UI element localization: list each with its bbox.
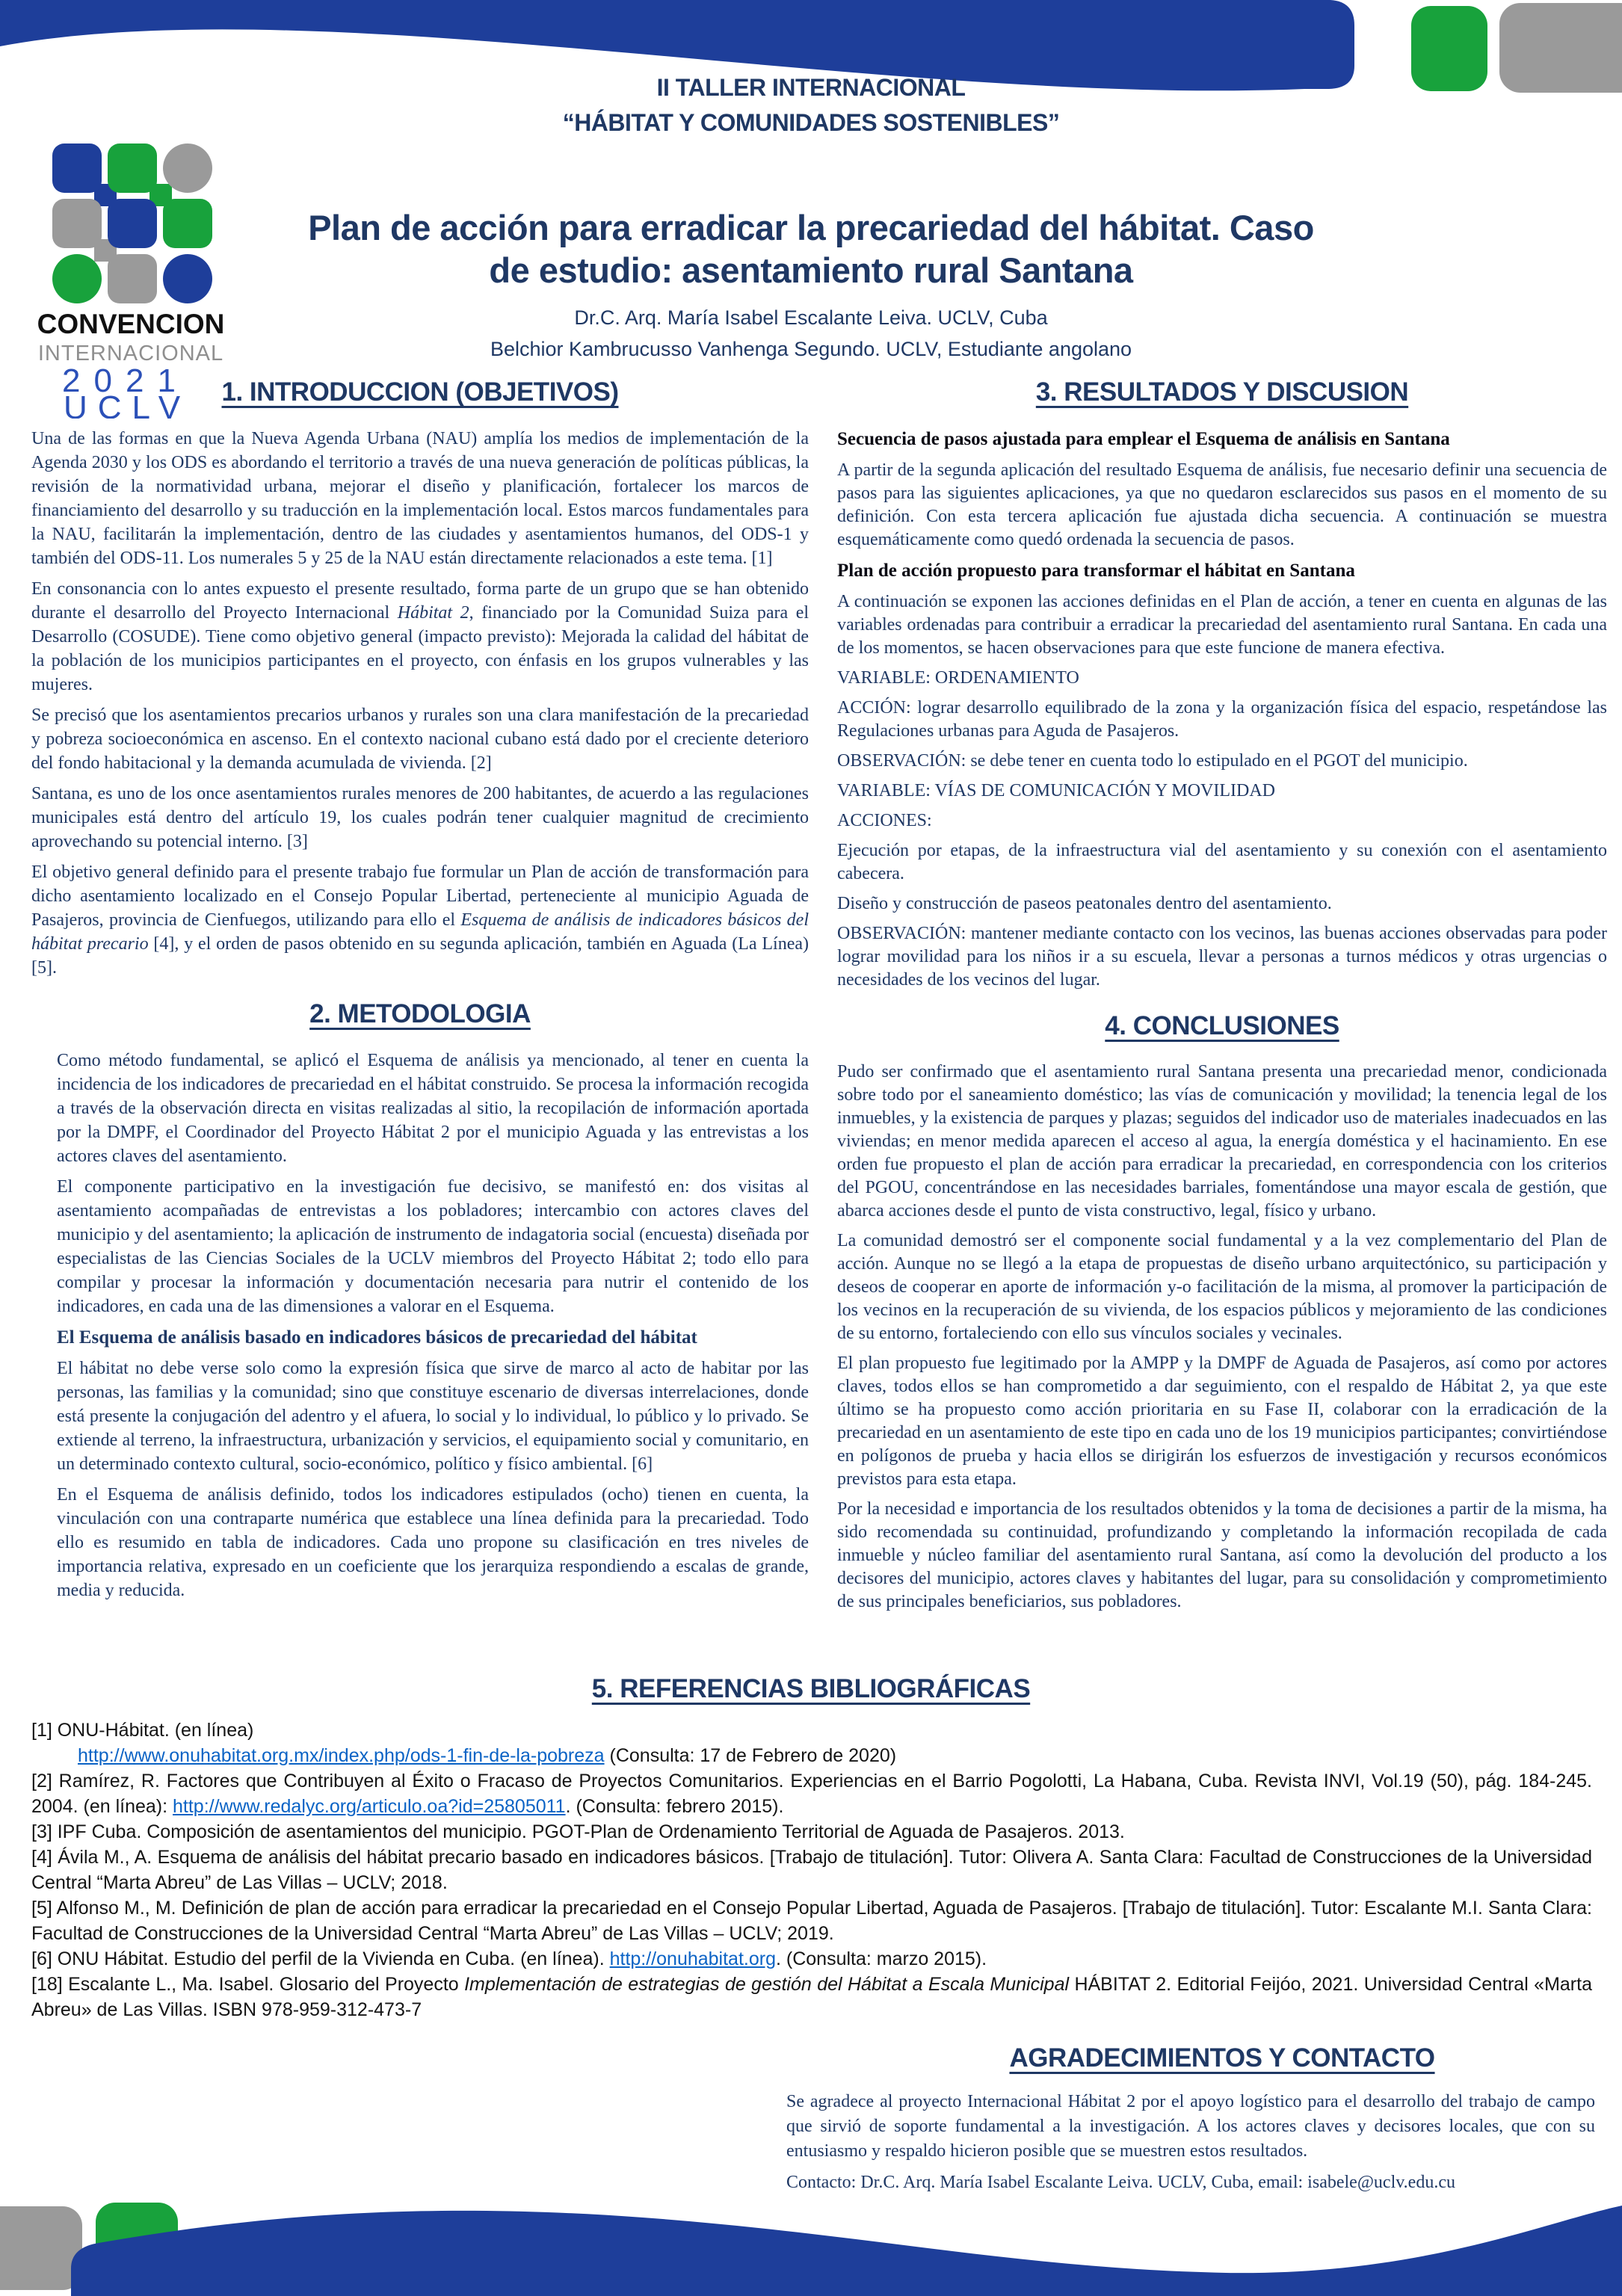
bottom-wave-shape — [71, 2206, 1622, 2296]
metodologia-body — [31, 1049, 809, 1602]
reference-item: [1] ONU-Hábitat. (en línea) — [31, 1720, 254, 1741]
logo-text-uclv: UCLV — [63, 389, 191, 419]
conclusiones-paragraph: El plan propuesto fue legitimado por la AMPP y la DMPF de Aguada de Pasajeros, así como por actores claves, todos ellos se han comprometido a dar seguimiento, con el respaldo de Hábitat 2, ya que este último se ha propuesto como acción prioritaria en su Fase II, colaborar con la erradicación de la precariedad en un asentamiento de este tipo en cada uno de los 19 municipios participantes; convirtiéndose en polígonos de prueba y hacia ellos se dirigirán los esfuerzos de investigación y recursos económicos previstos para esta etapa. — [837, 1354, 1607, 1489]
reference-link[interactable]: http://onuhabitat.org — [609, 1948, 776, 1969]
contact-line: Contacto: Dr.C. Arq. María Isabel Escalante Leiva. UCLV, Cuba, email: isabele@uclv.edu.cu — [786, 2173, 1455, 2192]
event-title-line2: “HÁBITAT Y COMUNIDADES SOSTENIBLES” — [562, 109, 1060, 136]
poster-title-line2: de estudio: asentamiento rural Santana — [489, 250, 1133, 290]
poster-title-line1: Plan de acción para erradicar la precariedad del hábitat. Caso — [308, 208, 1314, 247]
intro-paragraph: En consonancia con lo antes expuesto el presente resultado, forma parte de un grupo que se han obtenido durante el desarrollo del Proyecto Internacional Hábitat 2, financiado por la Comunidad Suiza para el Desarrollo (COSUDE). Tiene como objetivo general (impacto previsto): Mejorada la calidad del hábitat de la población de los municipios participantes en el proyecto, con énfasis en los grupos vulnerables y las mujeres. — [31, 579, 810, 694]
conclusiones-paragraph: Pudo ser confirmado que el asentamiento rural Santana presenta una precariedad menor, condicionada sobre todo por el saneamiento doméstico; las vías de comunicación y movilidad; la tenencia legal de los inmuebles, y la existencia de parques y plazas; seguidos del indicador uso de materiales inadecuados en las viviendas; en menor medida aparecen el acceso al agua, la energía doméstica y el hacinamiento. En ese orden fue propuesto el plan de acción para erradicar la precariedad, en correspondencia con los criterios del PGOU, concentrándose en las necesidades barriales, fomentándose una mayor escala de gestión, que abarca acciones desde el punto de vista constructivo, legal, físico y urbano. — [837, 1062, 1607, 1220]
logo-tile — [163, 144, 212, 193]
metodologia-paragraph: En el Esquema de análisis definido, todos los indicadores estipulados (ocho) tienen en cuenta, la vinculación con una contraparte numérica que establece una línea definida para la precariedad. Todo ello es resumido en tabla de indicadores. Cada uno propone su clasificación en tres niveles de importancia relativa, expresado en un coeficiente que los jerarquiza respondiendo a escalas de grande, media y reducida. — [57, 1485, 809, 1600]
intro-paragraph: Se precisó que los asentamientos precarios urbanos y rurales son una clara manifestación de la precariedad y pobreza socioeconómica en ascenso. En el contexto nacional cubano está dado por el creciente deterioro del fondo habitacional y la demanda acumulada de vivienda. [2] — [31, 706, 809, 773]
conclusiones-paragraph: Por la necesidad e importancia de los resultados obtenidos y la toma de decisiones a partir de la misma, ha sido recomendada su continuidad, profundizando y completando la información recopilada de cada inmueble y núcleo familiar del asentamiento rural Santana, así como la devolución del producto a los decisores del municipio, actores claves y habitantes del lugar, para su consolidación y comprometimiento de sus principales beneficiarios, sus pobladores. — [837, 1499, 1607, 1611]
resultados-variable-line: VARIABLE: VÍAS DE COMUNICACIÓN Y MOVILIDAD — [837, 781, 1275, 800]
reference-item: [5] Alfonso M., M. Definición de plan de acción para erradicar la precariedad en el Consejo Popular Libertad, Aguada de Pasajeros. [Trabajo de titulación]. Tutor: Escalante M.I. Santa Clara: Facultad de Construcciones de la Universidad Central “Marta Abreu” de Las Villas – UCLV; 2019. — [31, 1898, 1592, 1944]
intro-paragraph: Una de las formas en que la Nueva Agenda Urbana (NAU) amplía los medios de implementación de la Agenda 2030 y los ODS es abordando el territorio a través de una nueva generación de políticas públicas, la revisión de la normatividad urbana, mejorar el diseño y planificación, fortalecer los marcos de financiamiento del desarrollo y su traducción en la implementación local. Estos marcos fundamentales para la NAU, facilitarán la implementación, dentro de las ciudades y asentamientos humanos, del ODS-1 y también del ODS-11. Los numerales 5 y 25 de la NAU están directamente relacionados a este tema. [1] — [31, 429, 809, 568]
section-heading-referencias-wrap — [0, 1674, 1622, 1723]
bottom-decoration — [0, 2195, 1622, 2296]
reference-link[interactable]: http://www.redalyc.org/articulo.oa?id=25805011 — [173, 1796, 566, 1817]
section-heading-referencias: 5. REFERENCIAS BIBLIOGRÁFICAS — [591, 1674, 1031, 1703]
resultados-accion-item: Diseño y construcción de paseos peatonales dentro del asentamiento. — [837, 894, 1332, 913]
reference-item: [18] Escalante L., Ma. Isabel. Glosario del Proyecto Implementación de estrategias de gestión del Hábitat a Escala Municipal HÁBITAT 2. Editorial Feijóo, 2021. Universidad Central «Marta Abreu» de Las Villas. ISBN 978-959-312-473-7 — [31, 1974, 1592, 2020]
section-heading-introduccion: 1. INTRODUCCION (OBJETIVOS) — [221, 377, 619, 407]
resultados-variable-line: VARIABLE: ORDENAMIENTO — [837, 668, 1079, 688]
resultados-acciones-label: ACCIONES: — [837, 811, 932, 830]
resultados-observacion-line: OBSERVACIÓN: mantener mediante contacto con los vecinos, las buenas acciones observadas para poder lograr movilidad para los niños ir a su escuela, llevar a personas a turnos médicos y otras urgencias o necesidades de los vecinos del lugar. — [837, 924, 1607, 990]
reference-link[interactable]: http://www.onuhabitat.org.mx/index.php/ods-1-fin-de-la-pobreza — [78, 1745, 605, 1766]
metodologia-paragraph: El componente participativo en la investigación fue decisivo, se manifestó en: dos visitas al asentamiento acompañadas de entrevistas a los pobladores; intercambio con actores claves del municipio y del asentamiento; la aplicación de instrumento de indagatoria social (encuesta) diseñada por especialistas de las Ciencias Sociales de la UCLV miembros del Proyecto Hábitat 2; todo ello para compilar y procesar la información y documentación necesaria para nutrir el contenido de los indicadores, en cada una de las dimensiones a valorar en el Esquema. — [57, 1177, 809, 1316]
logo-tile — [52, 144, 102, 193]
resultados-subheading-2: Plan de acción propuesto para transformar el hábitat en Santana — [837, 561, 1355, 581]
section-heading-resultados: 3. RESULTADOS Y DISCUSION — [1035, 377, 1409, 407]
references-list — [31, 1718, 1592, 2022]
metodologia-paragraph: El hábitat no debe verse solo como la expresión física que sirve de marco al acto de habitar por las personas, las familias y la comunidad; sino que constituye escenario de diversas interrelaciones, donde está presente la conjugación del adentro y el afuera, lo social y lo individual, lo público y lo privado. Se extiende al terreno, la infraestructura, urbanización y servicios, el equipamiento social y comunitario, en un determinado contexto cultural, socio-económico, político y físico ambiental. [6] — [57, 1359, 809, 1474]
section-heading-metodologia: 2. METODOLOGIA — [309, 999, 531, 1028]
right-column — [837, 377, 1607, 1620]
section-heading-agradecimientos: AGRADECIMIENTOS Y CONTACTO — [1009, 2043, 1435, 2073]
conclusiones-paragraph: La comunidad demostró ser el componente social fundamental y a la vez complementario del Plan de acción. Aunque no se llegó a la etapa de propuestas de diseño urbano arquitectónico, su participación y deseos de cooperar en aporte de información y-o facilitación de la misma, al promover la participación de los vecinos en la recuperación de su vivienda, de los espacios públicos y mejoramiento de las condiciones de su entorno, fortaleciendo con ello sus vínculos sociales y vecinales. — [837, 1231, 1607, 1343]
resultados-observacion-line: OBSERVACIÓN: se debe tener en cuenta todo lo estipulado en el PGOT del municipio. — [837, 751, 1468, 771]
event-header — [0, 70, 1622, 141]
resultados-accion-line: ACCIÓN: lograr desarrollo equilibrado de la zona y la organización física del espacio, respetándose las Regulaciones urbanas para Aguda de Pasajeros. — [837, 698, 1607, 741]
resultados-paragraph: A continuación se exponen las acciones definidas en el Plan de acción, a tener en cuenta en algunas de las variables ordenadas para contribuir a erradicar la precariedad del asentamiento rural Santana. En cada una de los momentos, se hacen observaciones para que este funcione de manera efectiva. — [837, 592, 1607, 658]
metodologia-paragraph: Como método fundamental, se aplicó el Esquema de análisis ya mencionado, al tener en cuenta la incidencia de los indicadores de precariedad en el hábitat construido. Se procesa la información recogida a través de la observación directa en visitas realizadas al sitio, la recopilación de información aportada por la DMPF, el Coordinador del Proyecto Hábitat 2 por el municipio Aguada y las entrevistas a los actores claves del asentamiento. — [57, 1051, 809, 1166]
left-column — [31, 377, 809, 1609]
logo-text-convencion: CONVENCION — [37, 309, 224, 339]
author-2: Belchior Kambrucusso Vanhenga Segundo. UCLV, Estudiante angolano — [490, 338, 1132, 360]
section-heading-agradecimientos-wrap — [837, 2043, 1607, 2073]
agradecimientos-body — [786, 2090, 1595, 2202]
author-1: Dr.C. Arq. María Isabel Escalante Leiva. UCLV, Cuba — [574, 306, 1048, 329]
logo-text-2021: 2021 — [62, 362, 189, 399]
section-heading-conclusiones: 4. CONCLUSIONES — [1105, 1011, 1339, 1040]
reference-item: [2] Ramírez, R. Factores que Contribuyen al Éxito o Fracaso de Proyectos Comunitarios. Experiencias en el Barrio Pogolotti, La Habana, Cuba. Revista INVI, Vol.19 (50), pág. 184-245. 2004. (en línea): http://www.redalyc.org/articulo.oa?id=25805011. (Consulta: febrero 2015). — [31, 1771, 1592, 1817]
logo-tile — [108, 144, 157, 193]
authors-block — [0, 302, 1622, 365]
resultados-subheading-1: Secuencia de pasos ajustada para emplear el Esquema de análisis en Santana — [837, 429, 1450, 449]
reference-item: [4] Ávila M., A. Esquema de análisis del hábitat precario basado en indicadores básicos. [Trabajo de titulación]. Tutor: Olivera A. Santa Clara: Facultad de Construcciones de la Universidad Central “Marta Abreu” de Las Villas – UCLV; 2018. — [31, 1847, 1592, 1893]
agradecimientos-paragraph: Se agradece al proyecto Internacional Hábitat 2 por el apoyo logístico para el desarrollo del trabajo de campo que sirvió de soporte fundamental a la investigación. A los actores claves y decisores locales, que con su entusiasmo y respaldo hicieron posible que se muestren estos resultados. — [786, 2092, 1595, 2161]
event-title-line1: II TALLER INTERNACIONAL — [656, 74, 966, 101]
bottom-corner-tab-gray — [0, 2206, 82, 2290]
poster-title — [0, 206, 1622, 291]
reference-item: [6] ONU Hábitat. Estudio del perfil de la Vivienda en Cuba. (en línea). http://onuhabitat.org. (Consulta: marzo 2015). — [31, 1948, 987, 1969]
reference-item: [3] IPF Cuba. Composición de asentamientos del municipio. PGOT-Plan de Ordenamiento Territorial de Aguada de Pasajeros. 2013. — [31, 1821, 1125, 1842]
intro-paragraph: El objetivo general definido para el presente trabajo fue formular un Plan de acción de transformación para dicho asentamiento localizado en el Consejo Popular Libertad, perteneciente al municipio Aguada de Pasajeros, provincia de Cienfuegos, utilizando para ello el Esquema de análisis de indicadores básicos del hábitat precario [4], y el orden de pasos obtenido en su segunda aplicación, también en Aguada (La Línea) [5]. — [31, 862, 810, 978]
resultados-accion-item: Ejecución por etapas, de la infraestructura vial del asentamiento y su conexión con el asentamiento cabecera. — [837, 841, 1607, 883]
intro-paragraph: Santana, es uno de los once asentamientos rurales menores de 200 habitantes, de acuerdo a las regulaciones municipales está dentro del artículo 19, los cuales podrán tener cualquier magnitud de crecimiento aprovechando su potencial interno. [3] — [31, 784, 809, 851]
metodologia-subheading: El Esquema de análisis basado en indicadores básicos de precariedad del hábitat — [57, 1327, 697, 1348]
resultados-paragraph: A partir de la segunda aplicación del resultado Esquema de análisis, fue necesario definir una secuencia de pasos para las siguientes aplicaciones, ya que no quedaron esclarecidos sus pasos en el momento de su definición. Con esta tercera aplicación fue ajustada dicha secuencia. A continuación se muestra esquemáticamente como quedó ordenada la secuencia de pasos. — [837, 460, 1607, 549]
reference-item: http://www.onuhabitat.org.mx/index.php/ods-1-fin-de-la-pobreza (Consulta: 17 de Febrero de 2020) — [78, 1745, 897, 1766]
logo-text-internacional: INTERNACIONAL — [37, 342, 224, 365]
